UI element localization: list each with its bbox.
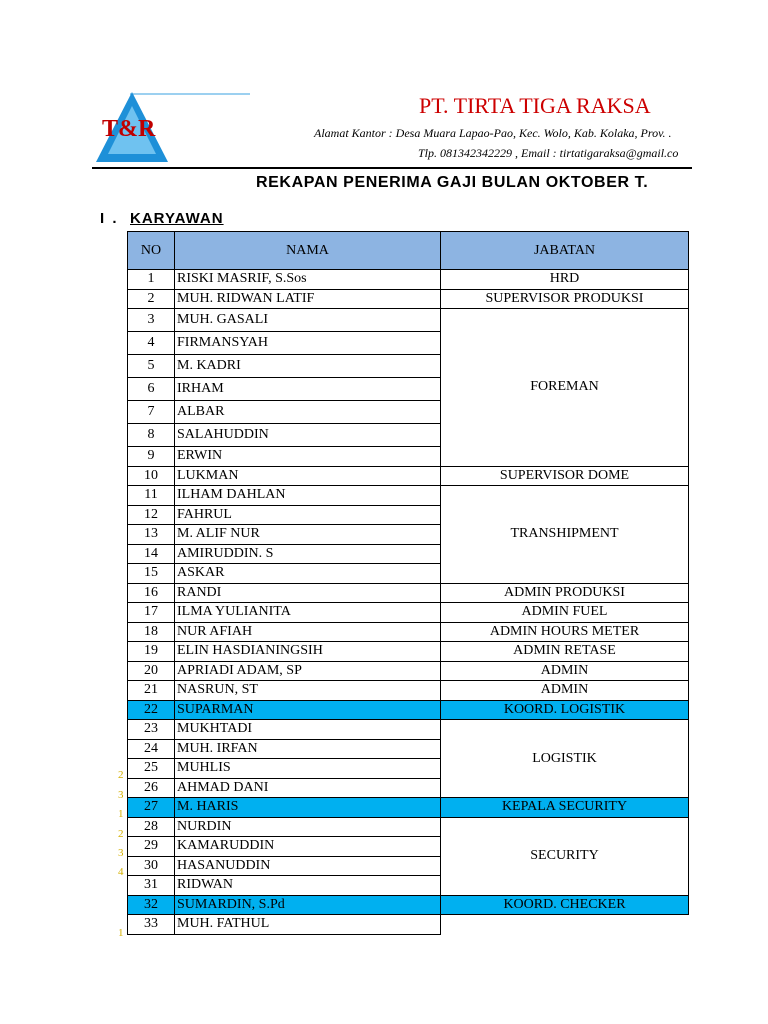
table-row — [128, 915, 689, 935]
margin-number: 4 — [118, 866, 124, 878]
row-no: 8 — [128, 424, 175, 447]
row-no: 24 — [128, 739, 175, 759]
column-header-nama: NAMA — [175, 232, 441, 270]
row-no: 17 — [128, 603, 175, 623]
column-header-jabatan: JABATAN — [441, 232, 689, 270]
company-address: Alamat Kantor : Desa Muara Lapao-Pao, Kec. Wolo, Kab. Kolaka, Prov. . — [314, 126, 672, 140]
row-position: KEPALA SECURITY — [441, 798, 689, 818]
row-no: 28 — [128, 817, 175, 837]
row-no: 10 — [128, 466, 175, 486]
margin-number: 1 — [118, 927, 124, 939]
row-no: 5 — [128, 355, 175, 378]
row-name: FAHRUL — [175, 505, 441, 525]
company-logo — [90, 90, 255, 165]
table-row — [128, 642, 689, 662]
header-divider — [92, 167, 692, 169]
row-name: RANDI — [175, 583, 441, 603]
row-name: HASANUDDIN — [175, 856, 441, 876]
row-name: SUMARDIN, S.Pd — [175, 895, 441, 915]
row-no: 6 — [128, 378, 175, 401]
row-name: ILMA YULIANITA — [175, 603, 441, 623]
table-row — [128, 486, 689, 506]
row-position: ADMIN FUEL — [441, 603, 689, 623]
row-no: 9 — [128, 447, 175, 467]
row-no: 23 — [128, 720, 175, 740]
row-no: 18 — [128, 622, 175, 642]
row-no: 13 — [128, 525, 175, 545]
row-name: M. KADRI — [175, 355, 441, 378]
row-position: ADMIN — [441, 681, 689, 701]
row-position-empty — [441, 915, 689, 935]
row-name: MUKHTADI — [175, 720, 441, 740]
row-name: MUH. GASALI — [175, 309, 441, 332]
row-position: KOORD. CHECKER — [441, 895, 689, 915]
table-row — [128, 583, 689, 603]
row-name: NURDIN — [175, 817, 441, 837]
row-position: FOREMAN — [441, 309, 689, 467]
row-position: SUPERVISOR PRODUKSI — [441, 289, 689, 309]
table-row — [128, 309, 689, 332]
row-no: 22 — [128, 700, 175, 720]
table-row-highlighted — [128, 895, 689, 915]
logo-text: T&R — [102, 116, 156, 142]
row-position: LOGISTIK — [441, 720, 689, 798]
row-name: NUR AFIAH — [175, 622, 441, 642]
row-name: RIDWAN — [175, 876, 441, 896]
table-row-highlighted — [128, 700, 689, 720]
row-name: ERWIN — [175, 447, 441, 467]
company-name: PT. TIRTA TIGA RAKSA — [419, 93, 651, 118]
row-name: FIRMANSYAH — [175, 332, 441, 355]
row-position: ADMIN HOURS METER — [441, 622, 689, 642]
table-row — [128, 270, 689, 290]
table-row-highlighted — [128, 798, 689, 818]
row-no: 19 — [128, 642, 175, 662]
row-name: MUHLIS — [175, 759, 441, 779]
table-row — [128, 661, 689, 681]
row-no: 12 — [128, 505, 175, 525]
row-no: 26 — [128, 778, 175, 798]
row-name: MUH. RIDWAN LATIF — [175, 289, 441, 309]
row-no: 30 — [128, 856, 175, 876]
row-name: M. ALIF NUR — [175, 525, 441, 545]
row-no: 16 — [128, 583, 175, 603]
table-row — [128, 466, 689, 486]
staff-table — [127, 231, 689, 935]
row-no: 31 — [128, 876, 175, 896]
row-name: SUPARMAN — [175, 700, 441, 720]
row-position: ADMIN RETASE — [441, 642, 689, 662]
row-position: ADMIN — [441, 661, 689, 681]
row-no: 2 — [128, 289, 175, 309]
row-no: 21 — [128, 681, 175, 701]
row-no: 14 — [128, 544, 175, 564]
table-row — [128, 603, 689, 623]
row-name: ALBAR — [175, 401, 441, 424]
row-no: 27 — [128, 798, 175, 818]
row-name: MUH. FATHUL — [175, 915, 441, 935]
row-no: 32 — [128, 895, 175, 915]
row-position: SECURITY — [441, 817, 689, 895]
row-no: 15 — [128, 564, 175, 584]
section-label: KARYAWAN — [130, 210, 224, 227]
row-no: 25 — [128, 759, 175, 779]
row-position: SUPERVISOR DOME — [441, 466, 689, 486]
row-position: HRD — [441, 270, 689, 290]
row-name: M. HARIS — [175, 798, 441, 818]
row-name: RISKI MASRIF, S.Sos — [175, 270, 441, 290]
row-name: AHMAD DANI — [175, 778, 441, 798]
row-name: SALAHUDDIN — [175, 424, 441, 447]
column-header-no: NO — [128, 232, 175, 270]
row-name: AMIRUDDIN. S — [175, 544, 441, 564]
table-row — [128, 817, 689, 837]
row-no: 3 — [128, 309, 175, 332]
row-name: MUH. IRFAN — [175, 739, 441, 759]
row-position: TRANSHIPMENT — [441, 486, 689, 584]
row-name: IRHAM — [175, 378, 441, 401]
table-row — [128, 720, 689, 740]
row-no: 4 — [128, 332, 175, 355]
section-number: I . — [100, 210, 119, 227]
margin-number: 3 — [118, 789, 124, 801]
table-row — [128, 622, 689, 642]
margin-number: 2 — [118, 828, 124, 840]
row-name: KAMARUDDIN — [175, 837, 441, 857]
row-name: ILHAM DAHLAN — [175, 486, 441, 506]
row-no: 33 — [128, 915, 175, 935]
table-row — [128, 681, 689, 701]
row-name: ELIN HASDIANINGSIH — [175, 642, 441, 662]
margin-number: 1 — [118, 808, 124, 820]
row-position: ADMIN PRODUKSI — [441, 583, 689, 603]
row-name: ASKAR — [175, 564, 441, 584]
company-contact: Tlp. 081342342229 , Email : tirtatigaraksa@gmail.co — [418, 146, 679, 160]
row-no: 20 — [128, 661, 175, 681]
table-row — [128, 289, 689, 309]
table-header-row — [128, 232, 689, 270]
margin-number: 2 — [118, 769, 124, 781]
margin-number: 3 — [118, 847, 124, 859]
row-no: 1 — [128, 270, 175, 290]
row-no: 11 — [128, 486, 175, 506]
row-position: KOORD. LOGISTIK — [441, 700, 689, 720]
row-name: LUKMAN — [175, 466, 441, 486]
row-name: APRIADI ADAM, SP — [175, 661, 441, 681]
row-no: 29 — [128, 837, 175, 857]
row-no: 7 — [128, 401, 175, 424]
report-title: REKAPAN PENERIMA GAJI BULAN OKTOBER T. — [256, 174, 649, 191]
row-name: NASRUN, ST — [175, 681, 441, 701]
